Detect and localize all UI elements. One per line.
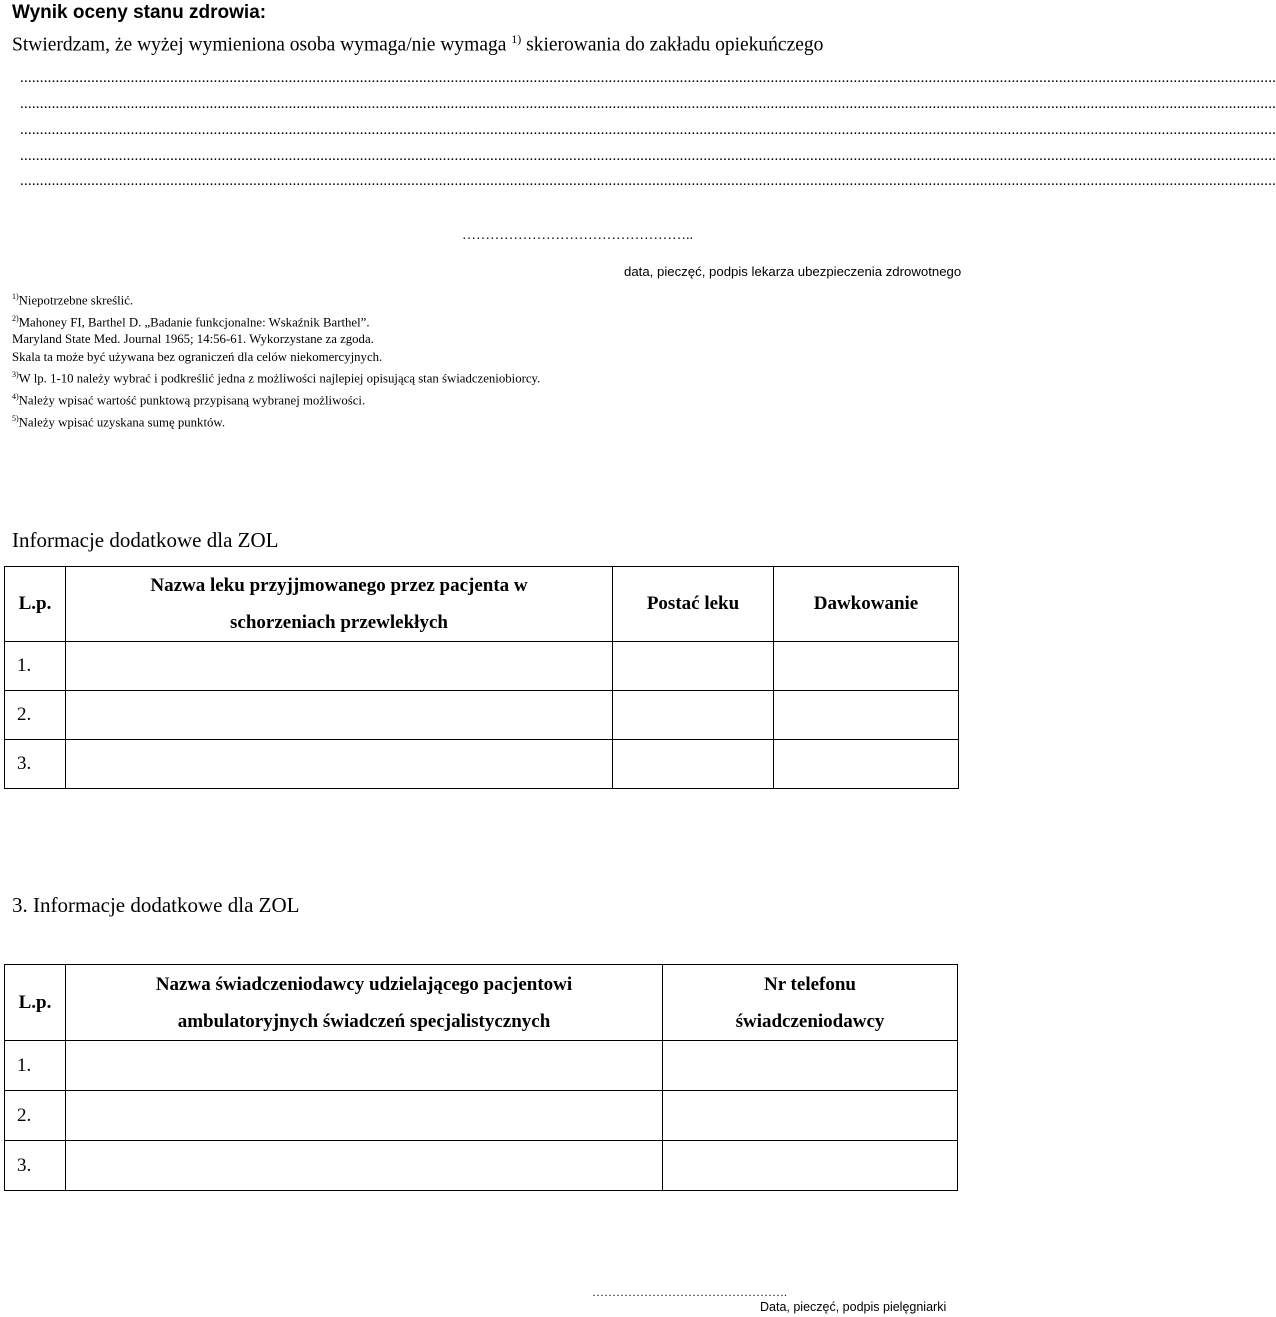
- section1-title: Informacje dodatkowe dla ZOL: [12, 528, 279, 552]
- providers-table: [4, 964, 958, 1191]
- dotted-line-1[interactable]: ..............................................................................................................................................................................................................................................................................................................................: [20, 70, 1276, 86]
- header-form: Postać leku: [613, 567, 774, 642]
- header-drug-name-line2: schorzeniach przewlekłych: [230, 612, 448, 633]
- footnote-1: $^{1)}$Niepotrzebne skreślić.: [12, 292, 134, 308]
- header-provider-line2: ambulatoryjnych świadczeń specjalistycznych: [177, 1010, 551, 1032]
- doctor-signature-line[interactable]: …………………………………………..: [462, 228, 693, 243]
- footnote-3: $^{3)}$W lp. 1-10 należy wybrać i podkreślić jedna z możliwości najlepiej opisującą stan świadczeniobiorcy.: [12, 370, 541, 386]
- nurse-signature-caption: Data, pieczęć, podpis pielęgniarki: [760, 1300, 947, 1314]
- header-provider-line1: Nazwa świadczeniodawcy udzielającego pacjentowi: [155, 973, 573, 995]
- header-dose: Dawkowanie: [774, 567, 959, 642]
- nurse-signature-line[interactable]: ………………………………………….: [592, 1285, 787, 1299]
- footnotes: [12, 288, 540, 431]
- provider-name-cell[interactable]: [66, 1091, 663, 1141]
- phone-cell[interactable]: [663, 1091, 958, 1141]
- provider-name-cell[interactable]: [66, 1141, 663, 1191]
- footnote-2-license: Skala ta może być używana bez ograniczeń dla celów niekomercyjnych.: [12, 349, 383, 364]
- header-phone: [663, 965, 958, 1041]
- statement-end: skierowania do zakładu opiekuńczego: [526, 34, 824, 56]
- table-header-row: [5, 567, 959, 642]
- header-lp: L.p.: [5, 567, 66, 642]
- table-row: [5, 1141, 958, 1191]
- table-header-row: [5, 965, 958, 1041]
- dotted-line-5[interactable]: ..............................................................................................................................................................................................................................................................................................................................: [20, 173, 1276, 189]
- row-number: 1.: [5, 1041, 66, 1091]
- form-cell[interactable]: [613, 691, 774, 740]
- row-number: 3.: [5, 740, 66, 789]
- drug-name-cell[interactable]: [66, 740, 613, 789]
- dose-cell[interactable]: [774, 691, 959, 740]
- table-row: [5, 1041, 958, 1091]
- statement-text: Stwierdzam, że wyżej wymieniona osoba wymaga/nie wymaga: [12, 34, 507, 56]
- dose-cell[interactable]: [774, 642, 959, 691]
- drug-name-cell[interactable]: [66, 691, 613, 740]
- doctor-signature-caption: data, pieczęć, podpis lekarza ubezpieczenia zdrowotnego: [624, 264, 962, 279]
- statement-footnote-ref: 1): [511, 32, 522, 46]
- form-cell[interactable]: [613, 642, 774, 691]
- page-title: Wynik oceny stanu zdrowia:: [12, 2, 267, 23]
- header-phone-line1: Nr telefonu: [764, 973, 856, 995]
- row-number: 2.: [5, 1091, 66, 1141]
- row-number: 3.: [5, 1141, 66, 1191]
- section2-title: 3. Informacje dodatkowe dla ZOL: [12, 893, 300, 917]
- table-row: [5, 642, 959, 691]
- phone-cell[interactable]: [663, 1141, 958, 1191]
- footnote-2: $^{2)}$Mahoney FI, Barthel D. „Badanie funkcjonalne: Wskaźnik Barthel”.: [12, 313, 370, 329]
- row-number: 2.: [5, 691, 66, 740]
- dotted-line-2[interactable]: ..............................................................................................................................................................................................................................................................................................................................: [20, 96, 1276, 112]
- table-row: [5, 1091, 958, 1141]
- phone-cell[interactable]: [663, 1041, 958, 1091]
- health-statement: [12, 32, 823, 57]
- provider-name-cell[interactable]: [66, 1041, 663, 1091]
- footnote-4: $^{4)}$Należy wpisać wartość punktową przypisaną wybranej możliwości.: [12, 391, 366, 408]
- header-phone-line2: świadczeniodawcy: [735, 1010, 885, 1032]
- table-row: [5, 691, 959, 740]
- form-cell[interactable]: [613, 740, 774, 789]
- header-lp: L.p.: [5, 965, 66, 1041]
- header-drug-name: [66, 567, 613, 642]
- footnote-2-source: Maryland State Med. Journal 1965; 14:56-61. Wykorzystane za zgoda.: [12, 332, 374, 347]
- dotted-line-4[interactable]: ..............................................................................................................................................................................................................................................................................................................................: [20, 148, 1276, 164]
- footnote-5: $^{5)}$Należy wpisać uzyskana sumę punktów.: [12, 413, 226, 429]
- table-row: [5, 740, 959, 789]
- drug-name-cell[interactable]: [66, 642, 613, 691]
- dotted-line-3[interactable]: ..............................................................................................................................................................................................................................................................................................................................: [20, 122, 1276, 138]
- dose-cell[interactable]: [774, 740, 959, 789]
- header-drug-name-line1: Nazwa leku przyjjmowanego przez pacjenta w: [150, 575, 528, 596]
- medications-table: [4, 566, 959, 789]
- row-number: 1.: [5, 642, 66, 691]
- header-provider-name: [66, 965, 663, 1041]
